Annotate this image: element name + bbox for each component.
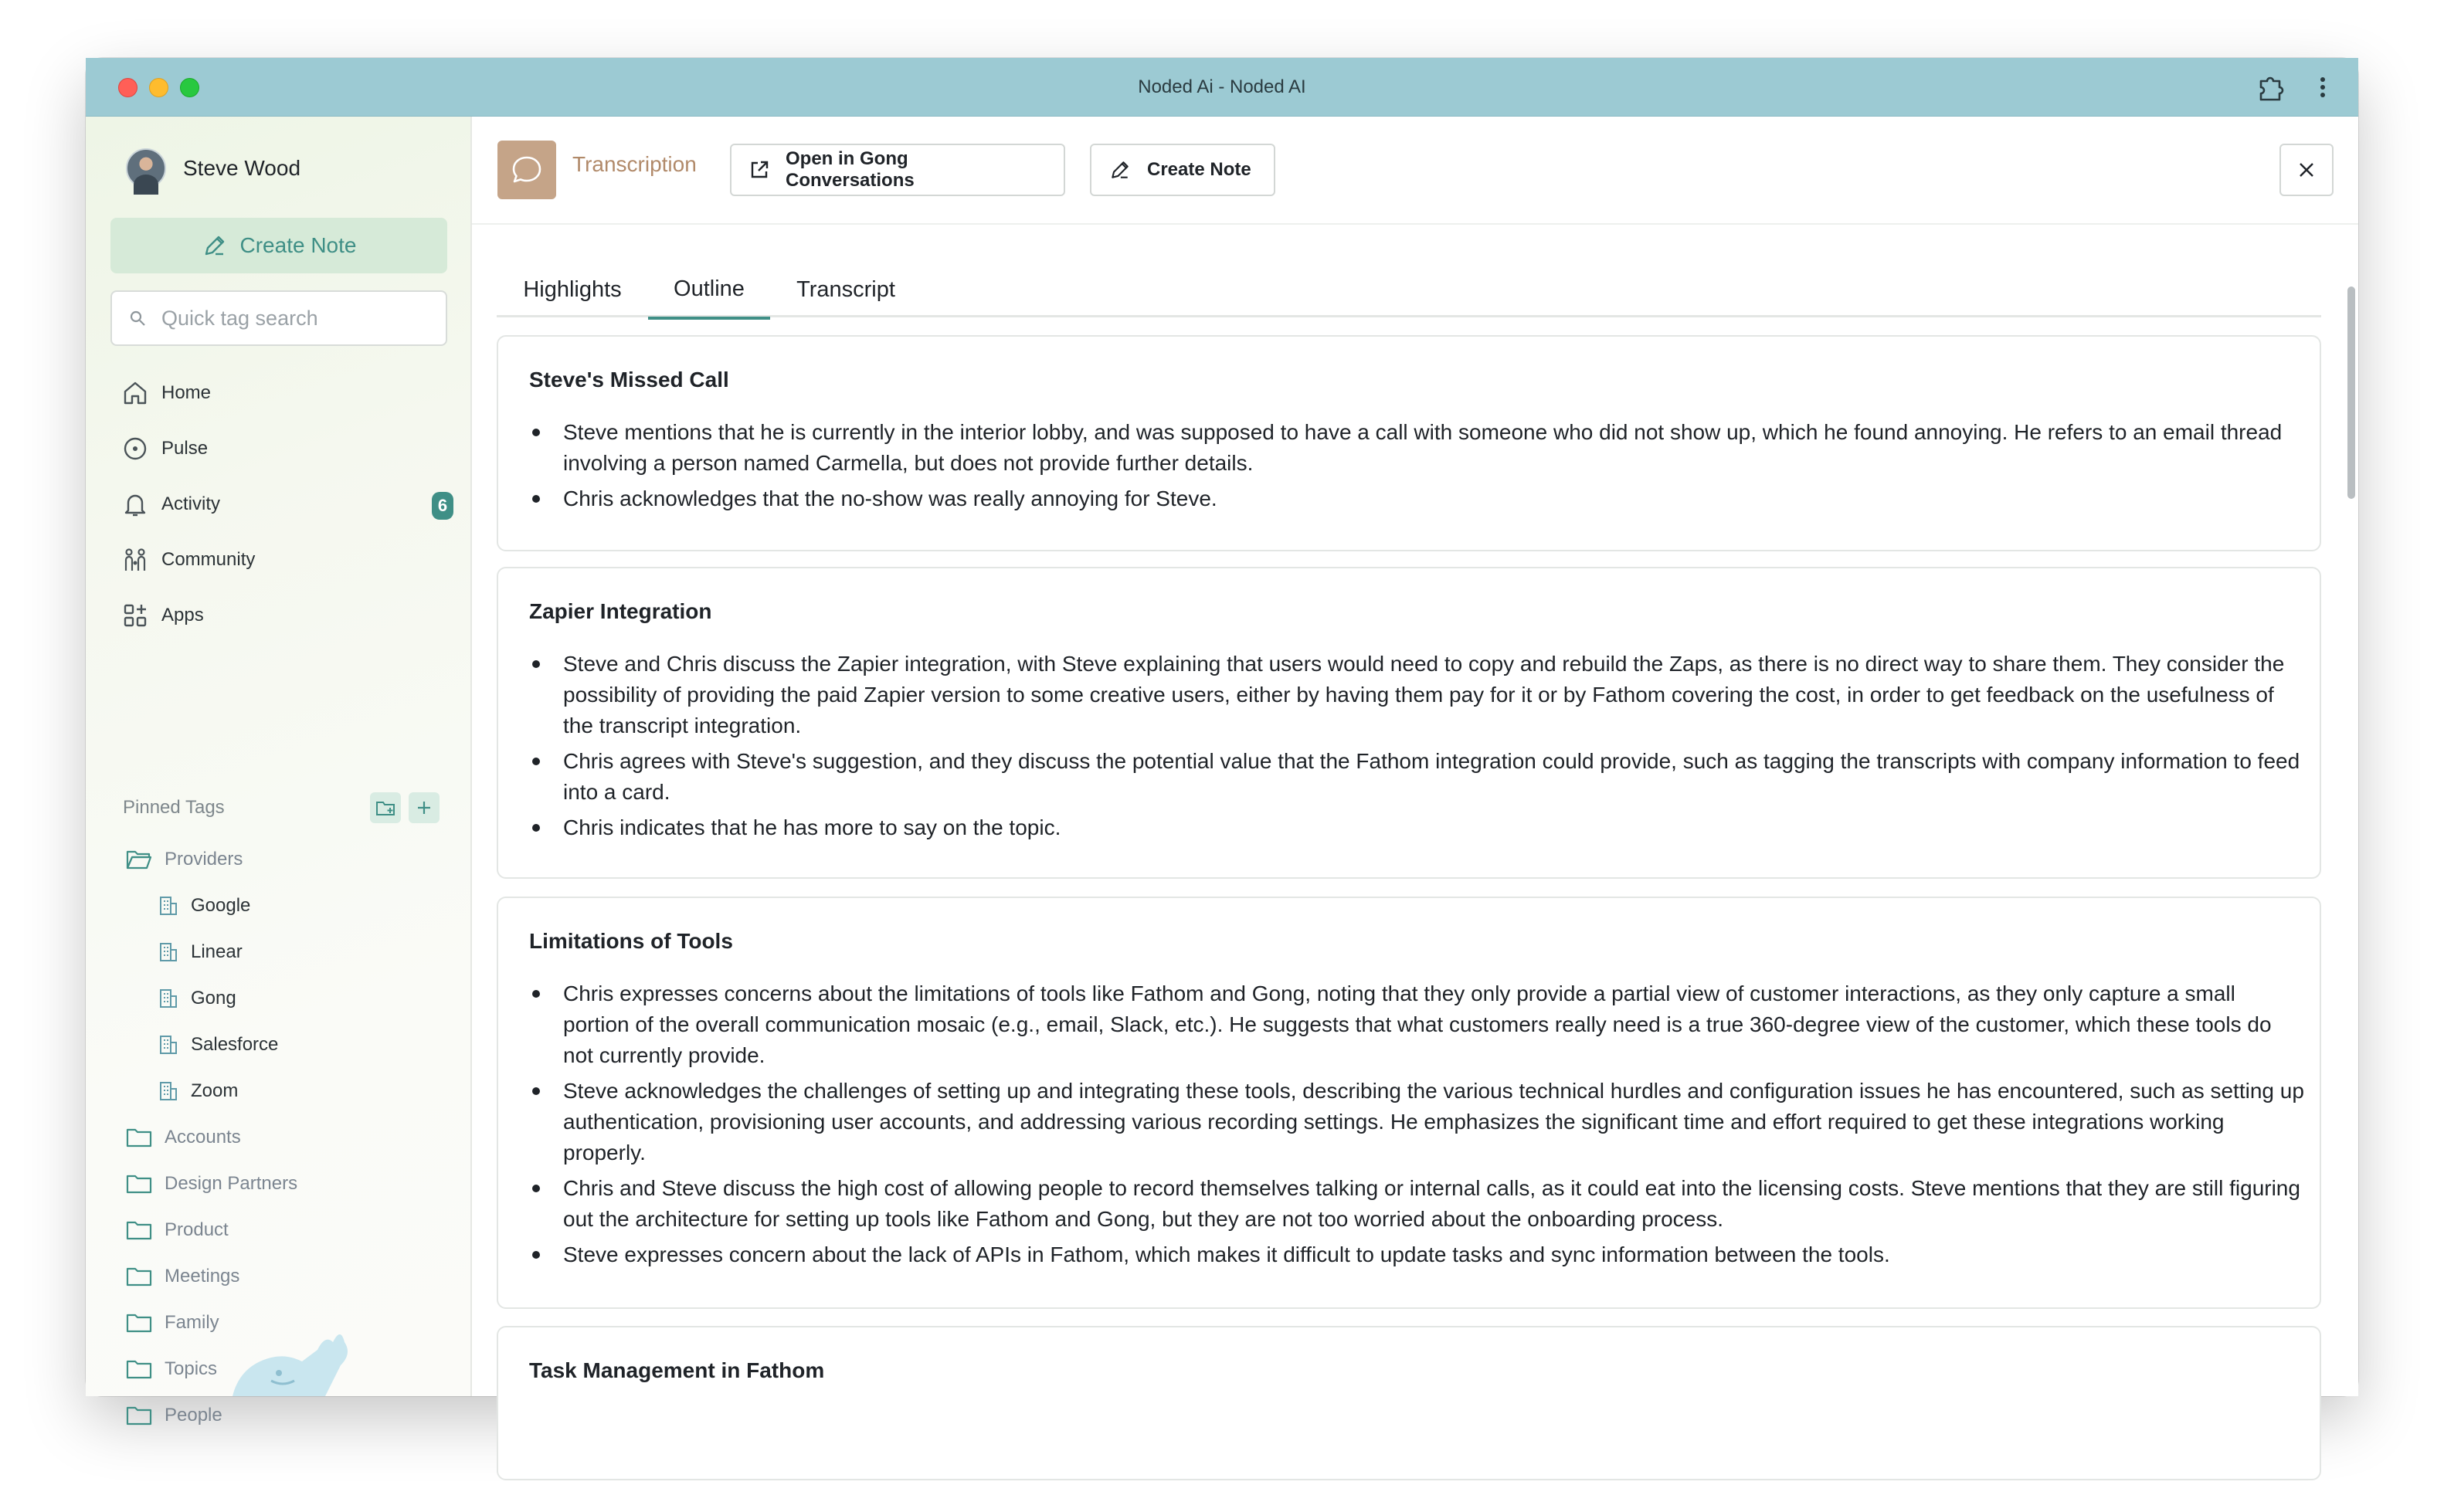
folder-icon	[126, 1126, 152, 1149]
add-tag-button[interactable]	[409, 792, 440, 823]
bullet-item: Chris and Steve discuss the high cost of allowing people to record themselves talking or internal calls, as it could eat into the licensing costs. Steve mentions that they are still figuring out the architecture for setting up tools like Fathom and Gong, but they are not too worried about the onboarding process.	[529, 1173, 2304, 1235]
section-bullets	[529, 978, 2304, 1270]
bullet-item: Steve expresses concern about the lack of APIs in Fathom, which makes it difficult to update tasks and sync information between the tools.	[529, 1239, 2304, 1270]
main-panel	[472, 117, 2358, 1396]
nav-item-community[interactable]	[121, 532, 453, 588]
header-create-note-label: Create Note	[1147, 159, 1251, 180]
tag-folder-label: Topics	[165, 1358, 218, 1379]
bullet-item: Chris acknowledges that the no-show was really annoying for Steve.	[529, 483, 2304, 514]
tag-folder-label: Providers	[165, 849, 243, 870]
sidebar-create-note-button[interactable]	[110, 218, 447, 273]
tag-folder-meetings[interactable]	[126, 1253, 450, 1300]
bell-icon	[121, 490, 149, 518]
folder-icon	[126, 1311, 152, 1334]
app-window	[86, 58, 2358, 1426]
tag-folder-people[interactable]	[126, 1392, 450, 1439]
more-vertical-icon[interactable]	[2307, 72, 2338, 103]
nav-item-apps[interactable]	[121, 588, 453, 643]
section-title: Steve's Missed Call	[529, 368, 729, 392]
tag-folder-product[interactable]	[126, 1207, 450, 1253]
close-icon	[2296, 160, 2317, 180]
tag-folder-label: Accounts	[165, 1127, 241, 1148]
tag-folder-design-partners[interactable]	[126, 1161, 450, 1207]
quick-tag-search-input[interactable]	[110, 290, 447, 346]
bullet-item: Chris expresses concerns about the limitations of tools like Fathom and Gong, noting that they only provide a partial view of customer interactions, as they only capture a small portion of the overall communication mosaic (e.g., email, Slack, etc.). He suggests that what customers really need is a true 360-degree view of the customer, which these tools do not currently provide.	[529, 978, 2304, 1071]
tag-item-google[interactable]	[126, 883, 450, 929]
folder-icon	[126, 1219, 152, 1242]
folder-open-icon	[126, 848, 152, 871]
tag-folder-label: People	[165, 1405, 222, 1426]
header-create-note-button[interactable]	[1090, 144, 1275, 196]
bullet-item: Steve and Chris discuss the Zapier integration, with Steve explaining that users would need to copy and rebuild the Zaps, as there is no direct way to share them. They consider the possibility of providing the paid Zapier version to some creative users, either by having them pay for it or by Fathom covering the cost, in order to get feedback on the usefulness of the transcript integration.	[529, 649, 2304, 741]
outline-section	[497, 567, 2321, 879]
section-title: Task Management in Fathom	[529, 1358, 825, 1382]
pencil-icon	[1108, 158, 1132, 181]
tag-folder-label: Design Partners	[165, 1173, 298, 1194]
pinned-tags-header	[123, 791, 447, 825]
content-scrollbar[interactable]	[2347, 286, 2355, 499]
section-bullets	[529, 649, 2304, 843]
tag-item-label: Salesforce	[191, 1034, 279, 1055]
folder-plus-icon	[375, 797, 396, 819]
tag-folder-label: Meetings	[165, 1266, 240, 1287]
folder-icon	[126, 1172, 152, 1195]
pencil-icon	[202, 232, 228, 259]
title-bar	[86, 58, 2358, 117]
home-icon	[121, 379, 149, 407]
tag-folder-providers[interactable]	[126, 836, 450, 883]
outline-section	[497, 1326, 2321, 1480]
open-in-gong-label: Open in Gong Conversations	[786, 148, 915, 191]
search-icon	[129, 310, 146, 327]
folder-icon	[126, 1265, 152, 1288]
sidebar	[86, 117, 472, 1426]
nav-item-activity[interactable]	[121, 476, 453, 532]
plus-icon	[413, 797, 435, 819]
nav-label: Activity	[161, 493, 221, 514]
add-folder-button[interactable]	[370, 792, 401, 823]
nav-label: Home	[161, 382, 212, 403]
nav-label: Pulse	[161, 438, 209, 459]
tag-item-salesforce[interactable]	[126, 1022, 450, 1068]
tab-highlights[interactable]: Highlights	[523, 276, 622, 302]
building-icon	[158, 1080, 178, 1102]
nav-label: Community	[161, 549, 256, 570]
tag-item-label: Google	[191, 895, 251, 916]
folder-icon	[126, 1358, 152, 1381]
open-in-gong-button[interactable]	[730, 144, 1065, 196]
outline-content	[497, 335, 2321, 1396]
avatar	[126, 148, 166, 188]
section-title: Limitations of Tools	[529, 929, 733, 953]
tag-item-label: Gong	[191, 988, 236, 1009]
tab-outline[interactable]: Outline	[648, 262, 770, 320]
external-link-icon	[748, 159, 770, 181]
section-bullets	[529, 417, 2304, 514]
tag-folder-label: Product	[165, 1219, 229, 1240]
extension-icon[interactable]	[2255, 72, 2286, 103]
bullet-item: Steve mentions that he is currently in the interior lobby, and was supposed to have a call with someone who did not show up, which he found annoying. He refers to an email thread involving a person named Carmella, but does not provide further details.	[529, 417, 2304, 479]
activity-count-badge: 6	[432, 492, 453, 520]
tag-folder-label: Family	[165, 1312, 219, 1333]
building-icon	[158, 988, 178, 1009]
user-profile[interactable]	[126, 147, 300, 189]
building-icon	[158, 1034, 178, 1056]
apps-icon	[121, 602, 149, 629]
search-placeholder: Quick tag search	[161, 306, 318, 330]
nav-label: Apps	[161, 605, 204, 625]
community-icon	[121, 546, 149, 574]
transcription-badge	[497, 141, 556, 199]
document-header	[472, 117, 2358, 225]
folder-icon	[126, 1404, 152, 1427]
mascot-illustration	[217, 1319, 356, 1396]
building-icon	[158, 941, 178, 963]
main-nav	[121, 365, 453, 643]
bullet-item: Steve acknowledges the challenges of setting up and integrating these tools, describing the various technical hurdles and configuration issues he has encountered, such as setting up authentication, provisioning user accounts, and addressing various recording settings. He emphasizes the significant time and effort required to get these integrations working properly.	[529, 1076, 2304, 1168]
bullet-item: Chris indicates that he has more to say on the topic.	[529, 812, 2304, 843]
outline-section	[497, 335, 2321, 551]
document-type-label: Transcription	[572, 152, 697, 176]
window-title: Noded Ai - Noded AI	[1138, 76, 1306, 97]
tag-item-linear[interactable]	[126, 929, 450, 975]
tag-folder-accounts[interactable]	[126, 1114, 450, 1161]
building-icon	[158, 895, 178, 917]
tab-bar	[497, 262, 2321, 317]
pinned-tags-label: Pinned Tags	[123, 797, 225, 818]
chat-bubble-icon	[510, 153, 544, 187]
tag-item-zoom[interactable]	[126, 1068, 450, 1114]
create-note-label: Create Note	[239, 233, 357, 257]
tag-item-label: Zoom	[191, 1080, 239, 1101]
tab-transcript[interactable]: Transcript	[796, 276, 895, 302]
user-name: Steve Wood	[183, 156, 301, 180]
outline-section	[497, 897, 2321, 1309]
close-panel-button[interactable]	[2279, 144, 2334, 196]
tag-item-label: Linear	[191, 941, 243, 962]
nav-item-pulse[interactable]	[121, 421, 453, 476]
tag-item-gong[interactable]	[126, 975, 450, 1022]
nav-item-home[interactable]	[121, 365, 453, 421]
pulse-icon	[121, 435, 149, 463]
section-title: Zapier Integration	[529, 599, 712, 623]
bullet-item: Chris agrees with Steve's suggestion, and they discuss the potential value that the Fathom integration could provide, such as tagging the transcripts with company information to feed into a card.	[529, 746, 2304, 808]
